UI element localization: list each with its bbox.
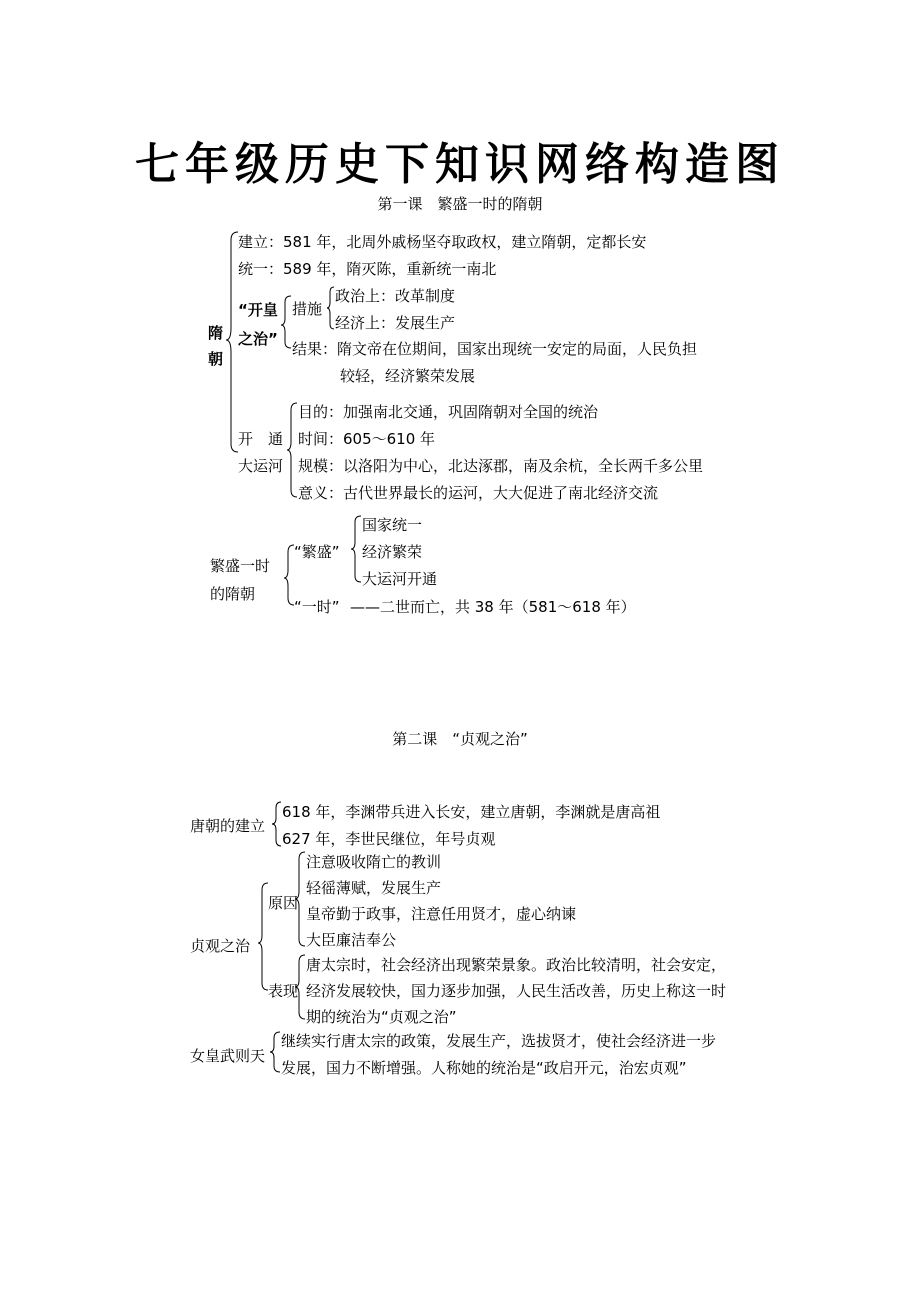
zhenguan-label: 贞观之治 xyxy=(190,937,251,955)
kaihuang-label-line2: 之治” xyxy=(238,330,278,348)
founding-entry: 建立：581 年，北周外戚杨坚夺取政权，建立隋朝，定都长安 xyxy=(238,233,647,251)
kaihuang-label-line1: “开皇 xyxy=(238,301,278,319)
canal-scale: 规模：以洛阳为中心，北达涿郡，南及余杭，全长两千多公里 xyxy=(298,457,704,475)
brief-label: “一时” xyxy=(294,598,340,616)
canal-purpose: 目的：加强南北交通，巩固隋朝对全国的统治 xyxy=(298,403,599,421)
cause-item: 注意吸收隋亡的教训 xyxy=(306,853,442,871)
cause-item: 皇帝勤于政事，注意任用贤才，虚心纳谏 xyxy=(306,905,577,923)
canal-label-line2: 大运河 xyxy=(238,457,284,475)
prosperity-item: 经济繁荣 xyxy=(362,543,423,561)
tang-founding-item: 618 年，李渊带兵进入长安，建立唐朝，李渊就是唐高祖 xyxy=(282,803,661,821)
brace-tang-founding xyxy=(272,802,281,846)
summary-label-line1: 繁盛一时 xyxy=(210,557,271,575)
canal-label-line1: 开 通 xyxy=(238,430,284,448)
unification-entry: 统一：589 年，隋灭陈，重新统一南北 xyxy=(238,260,497,278)
brace-kaihuang xyxy=(281,296,291,348)
manifestation-line: 经济发展较快，国力逐步加强，人民生活改善，历史上称这一时 xyxy=(306,982,727,1000)
summary-label-line2: 的隋朝 xyxy=(210,585,256,603)
brace-prosperity xyxy=(351,516,361,582)
tang-founding-item: 627 年，李世民继位，年号贞观 xyxy=(282,830,496,848)
prosperity-label: “繁盛” xyxy=(294,543,340,561)
brief-text: ——二世而亡，共 38 年（581～618 年） xyxy=(350,598,636,616)
brace-summary xyxy=(284,545,294,605)
brace-measures xyxy=(327,287,334,329)
result-line2: 较轻，经济繁荣发展 xyxy=(340,367,476,385)
brace-wuzetian xyxy=(270,1032,280,1072)
brace-zhenguan xyxy=(258,883,268,990)
manifestation-label: 表现 xyxy=(268,982,299,1000)
brace-sui-dynasty xyxy=(226,232,238,452)
causes-label: 原因 xyxy=(268,894,299,912)
brace-canal xyxy=(287,403,297,497)
root-label-sui: 隋 xyxy=(208,324,224,342)
lesson-1-heading: 第一课 繁盛一时的隋朝 xyxy=(377,195,543,213)
cause-item: 轻徭薄赋，发展生产 xyxy=(306,879,442,897)
result-line1: 结果：隋文帝在位期间，国家出现统一安定的局面，人民负担 xyxy=(292,340,698,358)
manifestation-line: 唐太宗时，社会经济出现繁荣景象。政治比较清明，社会安定， xyxy=(306,956,727,974)
root-label-chao: 朝 xyxy=(208,350,224,368)
tang-founding-label: 唐朝的建立 xyxy=(190,817,266,835)
wuzetian-line: 继续实行唐太宗的政策，发展生产，选拔贤才，使社会经济进一步 xyxy=(281,1032,717,1050)
prosperity-item: 国家统一 xyxy=(362,516,423,534)
document-title: 七年级历史下知识网络构造图 xyxy=(135,139,785,190)
measure-economic: 经济上：发展生产 xyxy=(335,314,456,332)
prosperity-item: 大运河开通 xyxy=(362,570,438,588)
lesson-2-heading: 第二课 “贞观之治” xyxy=(392,730,528,748)
canal-significance: 意义：古代世界最长的运河，大大促进了南北经济交流 xyxy=(298,484,659,502)
measure-political: 政治上：改革制度 xyxy=(335,287,456,305)
measures-label: 措施 xyxy=(292,300,323,318)
wuzetian-label: 女皇武则天 xyxy=(190,1047,266,1065)
canal-time: 时间：605～610 年 xyxy=(298,430,436,448)
wuzetian-line: 发展，国力不断增强。人称她的统治是“政启开元，治宏贞观” xyxy=(281,1059,687,1077)
cause-item: 大臣廉洁奉公 xyxy=(306,931,397,949)
manifestation-line: 期的统治为“贞观之治” xyxy=(306,1008,457,1026)
